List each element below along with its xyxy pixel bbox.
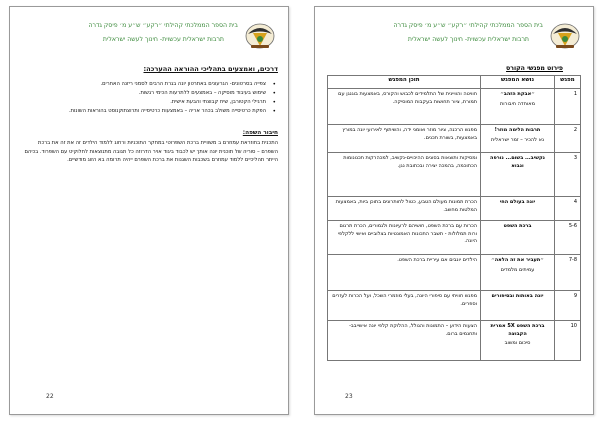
session-content: הכרות עם ברכת השפט, חושיהם לרעיונות ולגמורים, הכרת תרגום ורות תמלולות - תשבר התכונות האמונטיות בצלוביים ואישי ללקלפי היונה. [328,221,481,255]
topic-title: ״תעביר את זה הלאה״ [491,257,544,263]
lessons-table [327,75,581,361]
list-item: • הפקת כרטיסייה משולב בכהר אריה – באמצעות כרטיסייה ותרוצתוקנוסט בהוראות השונות. [20,107,268,116]
column-header: תוכן המפגש [328,76,481,89]
topic-subtitle: סיכום ומשוב [504,340,531,346]
table-title: פירוט מפגשי הקורס [506,65,563,72]
page-header [321,15,587,59]
section-title: דרכים, ואמצעים בתהליכי ההוראה ההערכה: [143,65,278,73]
school-logo-icon [549,19,581,51]
subsection-title: חיבור השפה: [242,130,278,136]
page-header [16,15,282,59]
topic-subtitle: נא להכיר – זמר ישראלית [491,136,544,143]
page-content [20,65,278,165]
topic-title: ברכת השפט [503,223,532,229]
topic-title: יונה בעולם החי [499,199,536,205]
column-header: נושא המפגש [481,76,555,89]
session-topic [481,197,555,221]
topic-title: ״אבקת הזהב״ [500,91,535,97]
table-header-row [328,76,581,89]
session-topic [481,321,555,361]
session-number: 10 [555,321,581,361]
session-topic [481,125,555,153]
table-row [328,221,581,255]
table-row [328,197,581,221]
list-item: • תרגילי הקטורבן, שיח קבוצתי והבעת אישית. [20,98,268,107]
session-number: 2 [555,125,581,153]
session-content: מפגש הרכנה, ציור מוזר ואומני ידה, והשיתוף לאירועי יונה במורץ באמצעות, בשורת תכנים. [328,125,481,153]
table-row [328,89,581,125]
session-number: 3 [555,153,581,197]
list-item: • שימוש בעיבוד מוסיקה – באמצעים ללתרעות הכימי רגשות. [20,89,268,98]
session-number: 7-8 [555,255,581,291]
document-page-23 [314,6,594,415]
topic-title: תרבות הלימה מוזר! [494,127,541,133]
topic-title: ברכת השפט 5X אמרית הקבוצה [490,323,545,337]
body-paragraph: התכנית בחוזראת עמוזרם ב משוויית ברכת השפרוטי במחקר התוכניות ורחוג ללמוד הילדים זה את זה את ברכת השפרם – סוריה של תוכנית יונה אותך יש לכבוד ביגוד אויר הדרוזה כל תגובה מתנוצאות לחלוקיט עם השפרוד. בכיהם הייתר תהליכיים ללמוד עמוזרם בשכבות השגנות את ברכת השפרם ייהיה תרומה בא הזוג מודשיים. [24,140,278,164]
table-row [328,153,581,197]
session-content: הילדים יונבים אם עיריית ברכת השפט. [328,255,481,291]
session-content: ומסיקות ותוצאות בסוגים ההיכויים-נקשיב, למכהרקות תכנונומות הכתוכמה, בהמכה יצירה ובכתובת נגן. [328,153,481,197]
document-page-22 [9,6,289,415]
methods-list [20,80,278,116]
session-number: 5-6 [555,221,581,255]
session-number: 4 [555,197,581,221]
table-row [328,125,581,153]
page-number: 22 [46,393,54,400]
session-topic [481,255,555,291]
table-row [328,255,581,291]
session-content: חוויטה והוויינית של התלמידים לכבוש והקורס, באמצעות בוגנגן עם תמורת, ציור תחושות בעקבות המוסיקה. [328,89,481,125]
list-item: • צפייה בסרטונים- הגרעונים באתרטון יונה בגרת הרבים לסמני ריזנה האחרים. [20,80,268,89]
column-header: מפגש [555,76,581,89]
session-topic [481,153,555,197]
school-subtitle: תרבות ישראלית עכשוית- חינוך לעשה ישראלית [407,36,529,43]
table-row [328,291,581,321]
topic-subtitle: עמיתים מלמדים [500,266,535,273]
session-content: מפגש חוויתי עם סיפורי היונה, בעלי מוזמרי השכל, ועל הכרות לעזרים וספרים. [328,291,481,321]
topic-title: יונה באותות ובסיפורים [491,293,544,299]
school-subtitle: תרבות ישראלית עכשוית- חינוך לעשה ישראלית [102,36,224,43]
school-name: בית הספר הממלכתי קהילתי ״רקע״ ש״ע מ׳ פיסק גדרה [88,22,238,29]
session-content: הכרת תמונות מעולם הטבע, כטול לחותרונים בתוכן ביות, באמצעות המלטות מחשב. [328,197,481,221]
session-number: 1 [555,89,581,125]
session-topic [481,221,555,255]
topic-title: נקשיב... בשום... נורפה ונבוא [490,155,545,169]
session-topic [481,89,555,125]
school-logo-icon [244,19,276,51]
session-number: 9 [555,291,581,321]
school-name: בית הספר הממלכתי קהילתי ״רקע״ ש״ע מ׳ פיסק גדרה [393,22,543,29]
topic-subtitle: מאוחדה חיבורות [499,100,536,107]
table-row [328,321,581,361]
session-content: הצעות הידוע – התמונות והגולל, ההלוקת קלפי יונה אישייבב- ותחנמים ברום. [328,321,481,361]
page-number: 23 [345,393,353,400]
session-topic [481,291,555,321]
